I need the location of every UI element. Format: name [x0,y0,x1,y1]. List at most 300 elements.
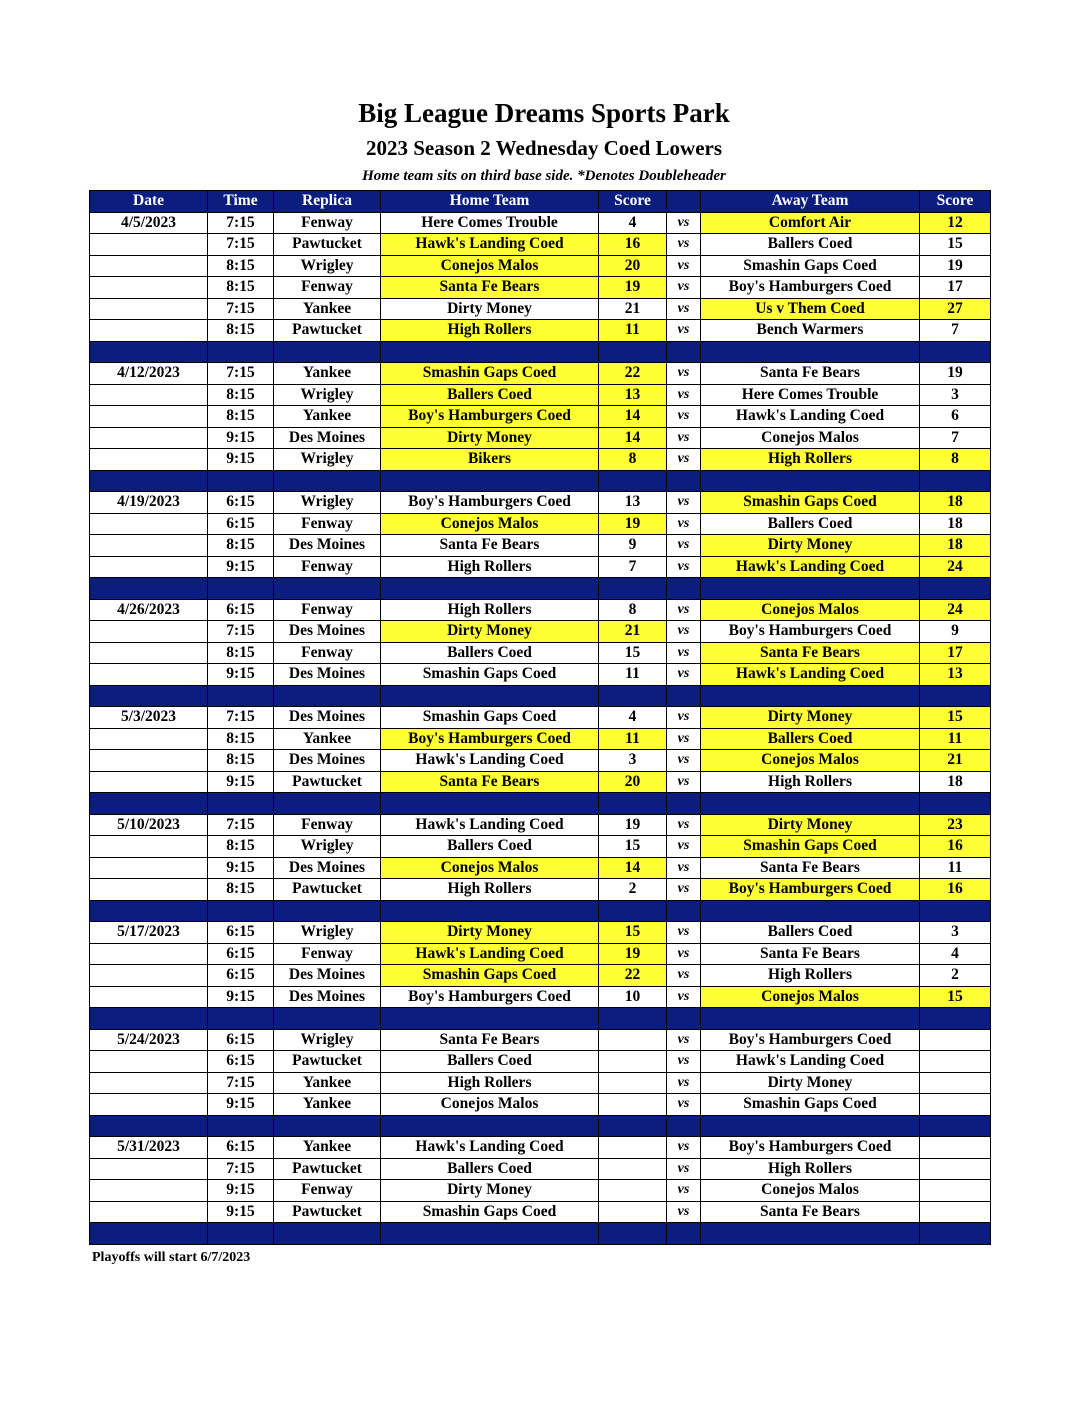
away-score: 7 [920,427,991,449]
away-team: High Rollers [701,771,920,793]
away-team: Smashin Gaps Coed [701,1094,920,1116]
away-score: 13 [920,664,991,686]
game-row [90,513,991,535]
away-score: 24 [920,556,991,578]
game-date [90,836,208,858]
game-date [90,728,208,750]
game-time: 7:15 [208,1072,274,1094]
home-team: Dirty Money [381,621,599,643]
home-score: 10 [599,986,667,1008]
game-time: 7:15 [208,707,274,729]
home-score [599,1072,667,1094]
home-team: Conejos Malos [381,857,599,879]
away-team: Conejos Malos [701,986,920,1008]
away-score: 15 [920,707,991,729]
game-date: 4/19/2023 [90,492,208,514]
game-row [90,556,991,578]
vs-label: vs [667,320,701,342]
game-time: 6:15 [208,965,274,987]
home-team: Dirty Money [381,298,599,320]
home-team: Hawk's Landing Coed [381,234,599,256]
separator-cell [920,578,991,600]
away-score: 19 [920,255,991,277]
home-team: Santa Fe Bears [381,1029,599,1051]
away-team: Hawk's Landing Coed [701,664,920,686]
game-row [90,277,991,299]
away-score: 17 [920,642,991,664]
home-score: 22 [599,965,667,987]
game-date [90,1201,208,1223]
game-date [90,750,208,772]
separator-cell [667,900,701,922]
game-time: 7:15 [208,234,274,256]
away-score: 2 [920,965,991,987]
vs-label: vs [667,1029,701,1051]
game-replica: Yankee [274,1137,381,1159]
separator-cell [667,793,701,815]
game-replica: Fenway [274,556,381,578]
game-date: 4/26/2023 [90,599,208,621]
home-score: 13 [599,384,667,406]
separator-cell [381,1223,599,1245]
game-row [90,1094,991,1116]
game-time: 7:15 [208,212,274,234]
game-row [90,427,991,449]
away-team: Smashin Gaps Coed [701,255,920,277]
game-time: 9:15 [208,556,274,578]
away-score: 16 [920,879,991,901]
home-team: High Rollers [381,879,599,901]
home-team: Hawk's Landing Coed [381,814,599,836]
game-row [90,943,991,965]
home-score: 20 [599,771,667,793]
game-replica: Pawtucket [274,771,381,793]
game-date [90,255,208,277]
vs-label: vs [667,965,701,987]
vs-label: vs [667,707,701,729]
separator-cell [274,1223,381,1245]
separator-cell [667,578,701,600]
vs-label: vs [667,277,701,299]
home-team: Dirty Money [381,427,599,449]
home-score [599,1158,667,1180]
home-score [599,1180,667,1202]
vs-label: vs [667,363,701,385]
vs-label: vs [667,1072,701,1094]
away-team: Boy's Hamburgers Coed [701,1137,920,1159]
game-replica: Fenway [274,513,381,535]
away-score: 18 [920,771,991,793]
home-score: 11 [599,320,667,342]
column-header-home-team: Home Team [381,191,599,213]
week-separator-row [90,578,991,600]
away-score: 18 [920,535,991,557]
home-score: 19 [599,277,667,299]
separator-cell [208,685,274,707]
separator-cell [381,470,599,492]
away-score: 17 [920,277,991,299]
game-row [90,857,991,879]
game-row [90,728,991,750]
home-score [599,1051,667,1073]
vs-label: vs [667,406,701,428]
separator-cell [90,341,208,363]
game-time: 8:15 [208,836,274,858]
away-score [920,1158,991,1180]
separator-cell [208,1115,274,1137]
game-time: 7:15 [208,1158,274,1180]
away-score: 4 [920,943,991,965]
separator-cell [920,793,991,815]
column-header-away-score: Score [920,191,991,213]
game-replica: Des Moines [274,750,381,772]
separator-cell [599,793,667,815]
game-replica: Wrigley [274,255,381,277]
separator-cell [208,341,274,363]
separator-cell [381,341,599,363]
away-score: 23 [920,814,991,836]
home-team: Santa Fe Bears [381,277,599,299]
home-team: High Rollers [381,320,599,342]
home-score: 16 [599,234,667,256]
separator-cell [381,900,599,922]
home-team: Ballers Coed [381,384,599,406]
away-score: 3 [920,922,991,944]
vs-label: vs [667,599,701,621]
separator-cell [274,1008,381,1030]
home-team: Conejos Malos [381,1094,599,1116]
game-date [90,298,208,320]
game-replica: Des Moines [274,535,381,557]
away-score [920,1201,991,1223]
away-team: Conejos Malos [701,750,920,772]
game-row [90,298,991,320]
vs-label: vs [667,728,701,750]
separator-cell [599,685,667,707]
home-team: Hawk's Landing Coed [381,1137,599,1159]
away-score: 27 [920,298,991,320]
vs-label: vs [667,255,701,277]
game-time: 8:15 [208,750,274,772]
game-date: 4/12/2023 [90,363,208,385]
game-time: 6:15 [208,1137,274,1159]
game-time: 9:15 [208,986,274,1008]
vs-label: vs [667,212,701,234]
game-replica: Pawtucket [274,234,381,256]
home-score: 11 [599,664,667,686]
week-separator-row [90,1223,991,1245]
separator-cell [90,1223,208,1245]
vs-label: vs [667,857,701,879]
game-replica: Fenway [274,277,381,299]
home-score [599,1094,667,1116]
game-replica: Fenway [274,943,381,965]
game-date [90,1158,208,1180]
vs-label: vs [667,234,701,256]
game-date [90,1180,208,1202]
game-row [90,771,991,793]
game-time: 8:15 [208,277,274,299]
home-score: 19 [599,513,667,535]
game-row [90,1180,991,1202]
game-date [90,986,208,1008]
game-replica: Yankee [274,298,381,320]
game-row [90,642,991,664]
away-score: 15 [920,234,991,256]
game-time: 9:15 [208,771,274,793]
game-row [90,879,991,901]
game-row [90,922,991,944]
separator-cell [599,470,667,492]
home-score: 19 [599,814,667,836]
away-score [920,1051,991,1073]
away-score: 21 [920,750,991,772]
away-team: Dirty Money [701,535,920,557]
away-score: 11 [920,857,991,879]
game-row [90,384,991,406]
away-team: Ballers Coed [701,922,920,944]
home-team: Hawk's Landing Coed [381,750,599,772]
home-score: 4 [599,707,667,729]
vs-label: vs [667,298,701,320]
vs-label: vs [667,1180,701,1202]
away-team: High Rollers [701,1158,920,1180]
game-replica: Fenway [274,212,381,234]
vs-label: vs [667,513,701,535]
separator-cell [701,578,920,600]
separator-cell [920,341,991,363]
separator-cell [920,1008,991,1030]
away-team: Dirty Money [701,707,920,729]
game-time: 7:15 [208,814,274,836]
home-team: Conejos Malos [381,255,599,277]
game-date: 5/10/2023 [90,814,208,836]
game-date [90,965,208,987]
separator-cell [701,793,920,815]
separator-cell [667,1008,701,1030]
away-score [920,1180,991,1202]
home-team: Hawk's Landing Coed [381,943,599,965]
game-replica: Pawtucket [274,320,381,342]
game-date [90,384,208,406]
home-score: 20 [599,255,667,277]
home-team: Ballers Coed [381,836,599,858]
away-score: 6 [920,406,991,428]
game-date [90,320,208,342]
home-team: High Rollers [381,599,599,621]
game-replica: Wrigley [274,922,381,944]
away-score: 7 [920,320,991,342]
home-score: 13 [599,492,667,514]
page-title: Big League Dreams Sports Park [358,98,730,128]
game-row [90,1137,991,1159]
home-team: Ballers Coed [381,642,599,664]
vs-label: vs [667,1201,701,1223]
separator-cell [667,685,701,707]
away-score: 18 [920,513,991,535]
vs-label: vs [667,771,701,793]
away-team: Ballers Coed [701,513,920,535]
home-score: 15 [599,642,667,664]
home-team: Conejos Malos [381,513,599,535]
game-date [90,857,208,879]
vs-label: vs [667,384,701,406]
separator-cell [274,341,381,363]
home-team: Smashin Gaps Coed [381,965,599,987]
home-score: 19 [599,943,667,965]
game-date [90,406,208,428]
away-team: Boy's Hamburgers Coed [701,277,920,299]
separator-cell [208,578,274,600]
game-replica: Wrigley [274,384,381,406]
separator-cell [920,470,991,492]
game-time: 6:15 [208,1029,274,1051]
column-header-time: Time [208,191,274,213]
separator-cell [599,578,667,600]
game-date [90,1094,208,1116]
game-row [90,234,991,256]
home-score: 2 [599,879,667,901]
game-row [90,1072,991,1094]
game-replica: Fenway [274,642,381,664]
home-score [599,1201,667,1223]
vs-label: vs [667,1094,701,1116]
home-score: 21 [599,621,667,643]
home-score: 14 [599,427,667,449]
game-row [90,255,991,277]
separator-cell [274,470,381,492]
vs-label: vs [667,943,701,965]
game-date [90,664,208,686]
vs-label: vs [667,427,701,449]
home-team: Boy's Hamburgers Coed [381,406,599,428]
separator-cell [90,470,208,492]
column-header-vs [667,191,701,213]
home-score: 7 [599,556,667,578]
separator-cell [90,685,208,707]
game-row [90,965,991,987]
vs-label: vs [667,556,701,578]
game-time: 9:15 [208,1180,274,1202]
game-replica: Pawtucket [274,879,381,901]
away-team: Bench Warmers [701,320,920,342]
game-time: 6:15 [208,513,274,535]
home-score [599,1137,667,1159]
away-score: 19 [920,363,991,385]
game-replica: Pawtucket [274,1158,381,1180]
game-row [90,212,991,234]
home-team: Dirty Money [381,922,599,944]
away-team: Santa Fe Bears [701,943,920,965]
vs-label: vs [667,814,701,836]
away-team: Dirty Money [701,1072,920,1094]
game-replica: Yankee [274,406,381,428]
game-time: 8:15 [208,642,274,664]
game-time: 8:15 [208,728,274,750]
separator-cell [208,1223,274,1245]
game-row [90,986,991,1008]
game-time: 6:15 [208,1051,274,1073]
home-team: Boy's Hamburgers Coed [381,492,599,514]
separator-cell [920,1115,991,1137]
game-time: 8:15 [208,535,274,557]
home-score: 21 [599,298,667,320]
header-row [90,191,991,213]
game-date [90,277,208,299]
away-team: Hawk's Landing Coed [701,406,920,428]
separator-cell [701,685,920,707]
home-team: Ballers Coed [381,1158,599,1180]
game-row [90,363,991,385]
game-date: 5/31/2023 [90,1137,208,1159]
separator-cell [701,1115,920,1137]
game-time: 8:15 [208,320,274,342]
game-row [90,1158,991,1180]
separator-cell [701,1223,920,1245]
away-team: High Rollers [701,449,920,471]
away-team: Boy's Hamburgers Coed [701,1029,920,1051]
schedule-note: Home team sits on third base side. *Denotes Doubleheader [362,168,726,184]
away-score [920,1137,991,1159]
column-header-replica: Replica [274,191,381,213]
game-row [90,664,991,686]
separator-cell [381,793,599,815]
column-header-away-team: Away Team [701,191,920,213]
separator-cell [667,341,701,363]
game-date: 5/24/2023 [90,1029,208,1051]
game-date [90,234,208,256]
game-date [90,513,208,535]
game-time: 9:15 [208,427,274,449]
separator-cell [599,341,667,363]
game-row [90,449,991,471]
game-date [90,427,208,449]
game-time: 6:15 [208,922,274,944]
separator-cell [90,1115,208,1137]
home-team: Boy's Hamburgers Coed [381,986,599,1008]
game-row [90,1051,991,1073]
vs-label: vs [667,922,701,944]
home-score: 14 [599,857,667,879]
separator-cell [274,685,381,707]
game-date [90,642,208,664]
away-team: Comfort Air [701,212,920,234]
game-replica: Des Moines [274,621,381,643]
away-team: Hawk's Landing Coed [701,556,920,578]
game-time: 9:15 [208,449,274,471]
game-row [90,621,991,643]
game-time: 9:15 [208,857,274,879]
home-team: Dirty Money [381,1180,599,1202]
schedule-body [90,212,991,1244]
away-score: 3 [920,384,991,406]
vs-label: vs [667,535,701,557]
home-score: 14 [599,406,667,428]
separator-cell [599,900,667,922]
game-time: 8:15 [208,879,274,901]
separator-cell [920,900,991,922]
home-score: 8 [599,449,667,471]
away-score: 9 [920,621,991,643]
game-time: 7:15 [208,363,274,385]
home-team: Santa Fe Bears [381,771,599,793]
week-separator-row [90,341,991,363]
game-date [90,449,208,471]
away-score: 16 [920,836,991,858]
away-team: Ballers Coed [701,234,920,256]
home-team: Santa Fe Bears [381,535,599,557]
game-date: 4/5/2023 [90,212,208,234]
